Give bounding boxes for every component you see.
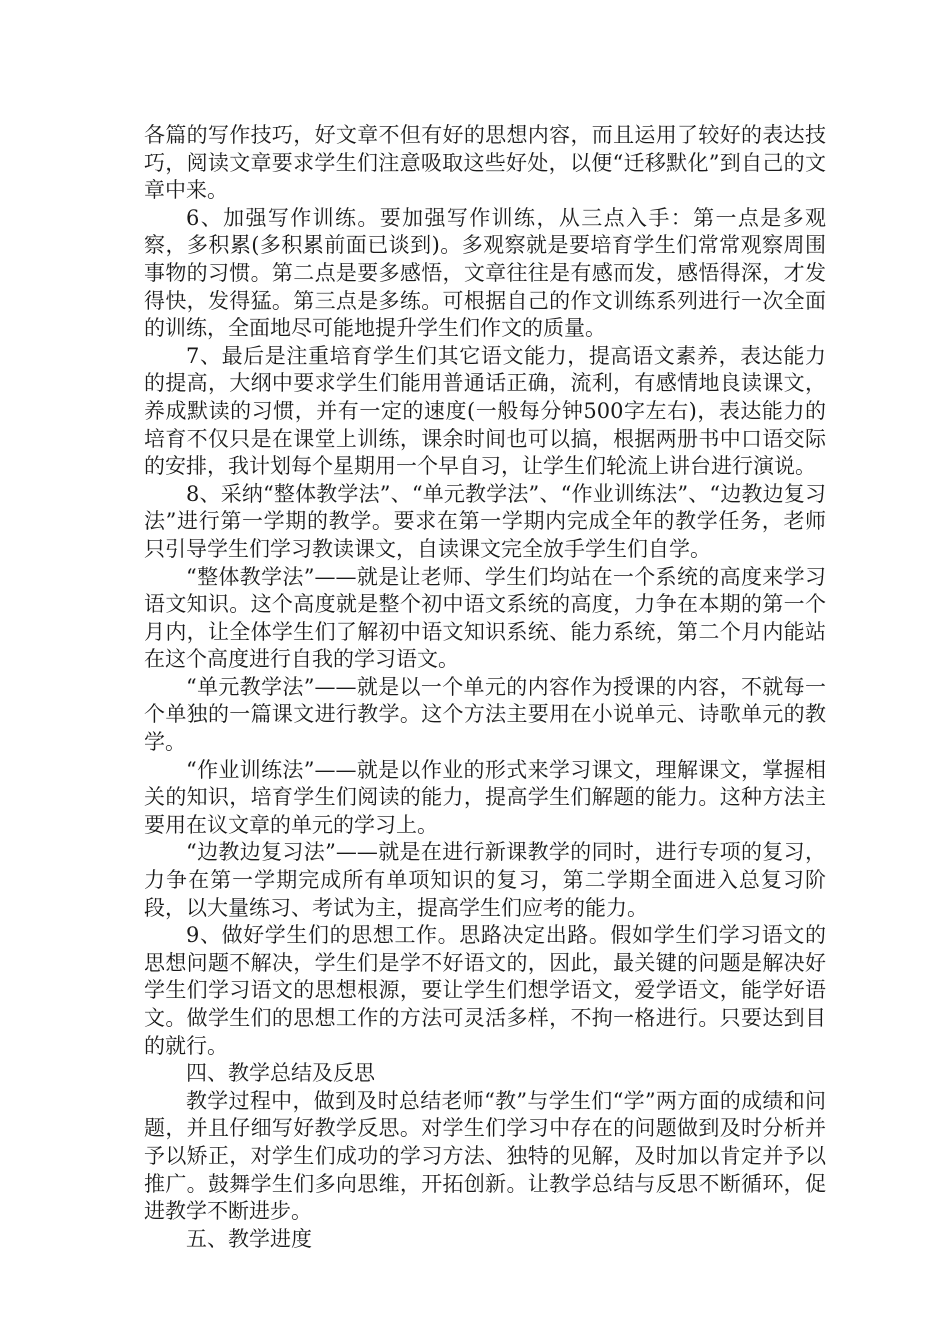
paragraph-item-6: 6、加强写作训练。要加强写作训练，从三点入手：第一点是多观察，多积累(多积累前面已谈到)。多观察就是要培育学生们常常观察周围事物的习惯。第二点是要多感悟，文章往往是有感而发，感悟得深，才发得快，发得猛。第三点是多练。可根据自己的作文训练系列进行一次全面的训练，全面地尽可能地提升学生们作文的质量。 bbox=[144, 205, 826, 341]
paragraph-summary: 教学过程中，做到及时总结老师“教”与学生们“学”两方面的成绩和问题，并且仔细写好教学反思。对学生们学习中存在的问题做到及时分析并予以矫正，对学生们成功的学习方法、独特的见解，及时加以肯定并予以推广。鼓舞学生们多向思维，开拓创新。让教学总结与反思不断循环，促进教学不断进步。 bbox=[144, 1088, 826, 1224]
paragraph-homework-method: “作业训练法”——就是以作业的形式来学习课文，理解课文，掌握相关的知识，培育学生们阅读的能力，提高学生们解题的能力。这种方法主要用在议文章的单元的学习上。 bbox=[144, 757, 826, 837]
paragraph-item-8: 8、采纳“整体教学法”、“单元教学法”、“作业训练法”、“边教边复习法”进行第一学期的教学。要求在第一学期内完成全年的教学任务，老师只引导学生们学习教读课文，自读课文完全放手学生们自学。 bbox=[144, 481, 826, 561]
paragraph-whole-method: “整体教学法”——就是让老师、学生们均站在一个系统的高度来学习语文知识。这个高度就是整个初中语文系统的高度，力争在本期的第一个月内，让全体学生们了解初中语文知识系统、能力系统，第二个月内能站在这个高度进行自我的学习语文。 bbox=[144, 564, 826, 672]
section-heading-progress: 五、教学进度 bbox=[186, 1226, 312, 1251]
paragraph-review-method: “边教边复习法”——就是在进行新课教学的同时，进行专项的复习，力争在第一学期完成所有单项知识的复习，第二学期全面进入总复习阶段，以大量练习、考试为主，提高学生们应考的能力。 bbox=[144, 840, 826, 920]
paragraph-item-7: 7、最后是注重培育学生们其它语文能力，提高语文素养，表达能力的提高，大纲中要求学生们能用普通话正确，流利，有感情地良读课文，养成默读的习惯，并有一定的速度(一般每分钟500字左右)，表达能力的培育不仅只是在课堂上训练，课余时间也可以搞，根据两册书中口语交际的安排，我计划每个星期用一个早自习，让学生们轮流上讲台进行演说。 bbox=[144, 343, 826, 479]
section-heading-summary: 四、教学总结及反思 bbox=[186, 1061, 375, 1086]
paragraph-writing-skills: 各篇的写作技巧，好文章不但有好的思想内容，而且运用了较好的表达技巧，阅读文章要求学生们注意吸取这些好处，以便“迁移默化”到自己的文章中来。 bbox=[144, 123, 826, 203]
paragraph-unit-method: “单元教学法”——就是以一个单元的内容作为授课的内容，不就每一个单独的一篇课文进行教学。这个方法主要用在小说单元、诗歌单元的教学。 bbox=[144, 674, 826, 755]
paragraph-item-9: 9、做好学生们的思想工作。思路决定出路。假如学生们学习语文的思想问题不解决，学生们是学不好语文的，因此，最关键的问题是解决好学生们学习语文的思想根源，要让学生们想学语文，爱学语文，能学好语文。做学生们的思想工作的方法可灵活多样，不拘一格进行。只要达到目的就行。 bbox=[144, 923, 826, 1058]
document-page bbox=[144, 122, 826, 1253]
